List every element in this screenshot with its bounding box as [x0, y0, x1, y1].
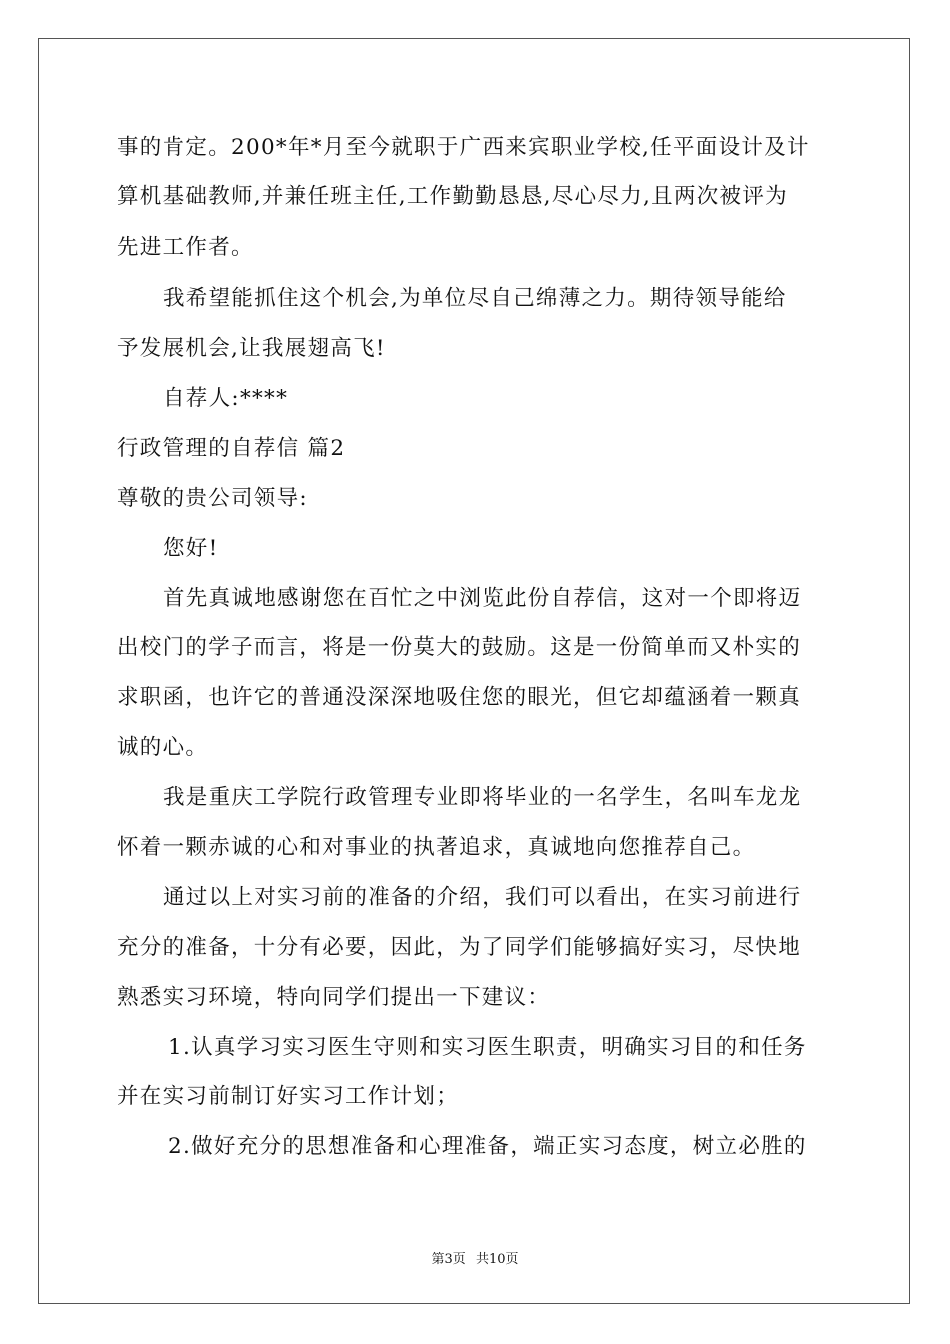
greeting: 您好!: [163, 536, 219, 561]
text-line: 先进工作者。: [117, 235, 254, 260]
page-border: [38, 38, 910, 1304]
text-line: 并在实习前制订好实习工作计划；: [117, 1084, 460, 1109]
text-line: 事的肯定。200*年*月至今就职于广西来宾职业学校,任平面设计及计: [117, 135, 810, 160]
salutation: 尊敬的贵公司领导:: [117, 486, 308, 511]
list-item: 1.认真学习实习医生守则和实习医生职责，明确实习目的和任务: [168, 1035, 807, 1060]
text-line: 首先真诚地感谢您在百忙之中浏览此份自荐信，这对一个即将迈: [163, 586, 802, 611]
text-line: 熟悉实习环境，特向同学们提出一下建议：: [117, 985, 551, 1010]
text-line: 算机基础教师,并兼任班主任,工作勤勤恳恳,尽心尽力,且两次被评为: [117, 184, 788, 209]
text-line: 求职函，也许它的普通没深深地吸住您的眼光，但它却蕴涵着一颗真: [117, 685, 802, 710]
text-line: 予发展机会,让我展翅高飞!: [117, 336, 386, 361]
section-heading: 行政管理的自荐信 篇2: [117, 436, 346, 461]
text-line: 我希望能抓住这个机会,为单位尽自己绵薄之力。期待领导能给: [163, 286, 787, 311]
page-footer: [0, 1248, 950, 1267]
text-line: 怀着一颗赤诚的心和对事业的执著追求，真诚地向您推荐自己。: [117, 835, 756, 860]
text-line: 诚的心。: [117, 735, 209, 760]
page-total: 共10页: [475, 1252, 519, 1267]
page-number: 第3页: [431, 1252, 466, 1267]
text-line: 充分的准备，十分有必要，因此，为了同学们能够搞好实习，尽快地: [117, 935, 802, 960]
text-line: 出校门的学子而言，将是一份莫大的鼓励。这是一份简单而又朴实的: [117, 635, 802, 660]
text-line: 通过以上对实习前的准备的介绍，我们可以看出，在实习前进行: [163, 885, 802, 910]
list-item: 2.做好充分的思想准备和心理准备，端正实习态度，树立必胜的: [168, 1134, 807, 1159]
text-line: 我是重庆工学院行政管理专业即将毕业的一名学生，名叫车龙龙: [163, 785, 802, 810]
signature-line: 自荐人:****: [163, 386, 289, 411]
